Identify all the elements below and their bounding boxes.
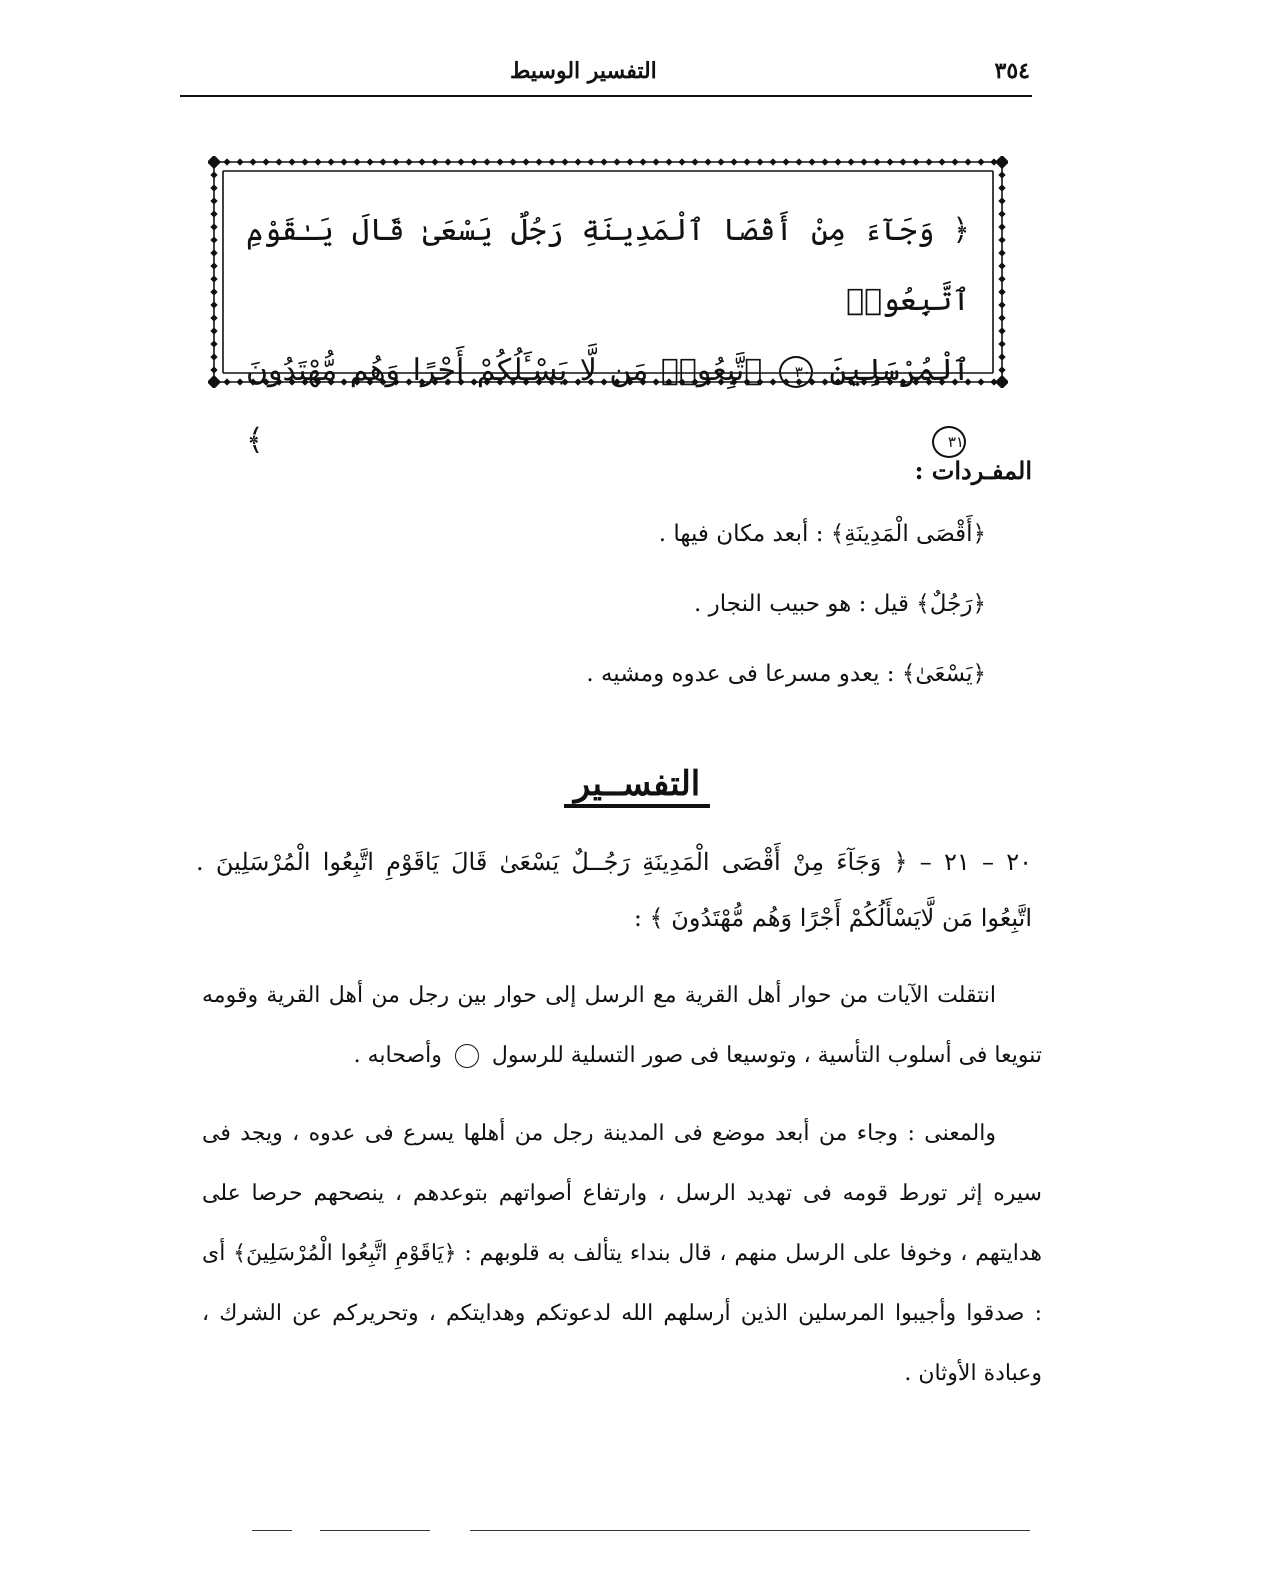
book-title: التفسير الوسيط — [510, 58, 657, 84]
citation-line-2: اتَّبِعُوا مَن لَّايَسْأَلُكُمْ أَجْرًا وَهُم مُّهْتَدُونَ ﴾ : — [633, 904, 1032, 932]
paragraph-context-text: انتقلت الآيات من حوار أهل القرية مع الرسل إلى حوار بين رجل من أهل القرية وقومه تنويعا فى أسلوب التأسية ، وتوسيعا فى صور التسلية للرسول — [202, 983, 1042, 1068]
running-header — [180, 50, 1030, 92]
scan-mark — [470, 1530, 1030, 1531]
vocabulary-item: ﴿أَقْصَى الْمَدِينَةِ﴾ : أبعد مكان فيها . — [658, 521, 986, 547]
vocabulary-item: ﴿رَجُلٌ﴾ قيل : هو حبيب النجار . — [694, 591, 986, 617]
verse-line-2-start: ٱلْمُرْسَلِينَ — [829, 353, 970, 388]
verse-frame — [208, 156, 1008, 458]
header-rule — [180, 95, 1032, 97]
paragraph-meaning: والمعنى : وجاء من أبعد موضع فى المدينة رجل من أهلها يسرع فى عدوه ، ويجد فى سيره إثر تورط قومه فى تهديد الرسل ، وارتفاع أصواتهم بتوعدهم ، ينصحهم حرصا على هدايتهم ، وخوفا على الرسل منهم ، قال بنداء يتألف به قلوبهم : ﴿يَاقَوْمِ اتَّبِعُوا الْمُرْسَلِينَ﴾ أى : صدقوا وأجيبوا المرسلين الذين أرسلهم الله لدعوتكم وهدايتكم ، وتحريركم عن الشرك ، وعبادة الأوثان . — [202, 1121, 1042, 1386]
scan-mark — [252, 1530, 292, 1531]
verse-closing-bracket: ﴾ — [246, 423, 264, 458]
tafsir-heading-text: التفســير — [564, 764, 711, 808]
verse-line-1: ﴿ وَجَآءَ مِنْ أَقْصَا ٱلْمَدِينَةِ رَجُلٌ يَسْعَىٰ قَالَ يَـٰقَوْمِ ٱتَّبِعُوا۟ — [246, 213, 970, 318]
vocabulary-heading: المفـردات : — [914, 456, 1032, 485]
quran-verse — [246, 196, 970, 476]
ayah-number-31: ٣١ — [932, 426, 966, 458]
ayah-number-30: ٣٠ — [779, 356, 813, 388]
paragraph-context-end: وأصحابه . — [353, 1043, 442, 1068]
salutation-icon — [455, 1044, 479, 1068]
scan-mark — [320, 1530, 430, 1531]
vocabulary-list — [586, 510, 986, 720]
verse-line-2 — [246, 336, 970, 476]
paragraph-context — [202, 966, 1042, 1086]
page-number: ٣٥٤ — [994, 58, 1030, 84]
verse-citation — [196, 834, 1032, 946]
citation-line-1: ٢٠ – ٢١ – ﴿ وَجَآءَ مِنْ أَقْصَى الْمَدِينَةِ رَجُــلٌ يَسْعَىٰ قَالَ يَاقَوْمِ اتَّبِعُوا الْمُرْسَلِينَ . — [196, 848, 1032, 876]
verse-line-2-middle: ٱتَّبِعُوا۟ مَن لَّا يَسْـَٔلُكُمْ أَجْرًا وَهُم مُّهْتَدُونَ — [246, 353, 763, 388]
vocabulary-item: ﴿يَسْعَىٰ﴾ : يعدو مسرعا فى عدوه ومشيه . — [586, 661, 986, 687]
tafsir-heading — [0, 764, 1274, 804]
